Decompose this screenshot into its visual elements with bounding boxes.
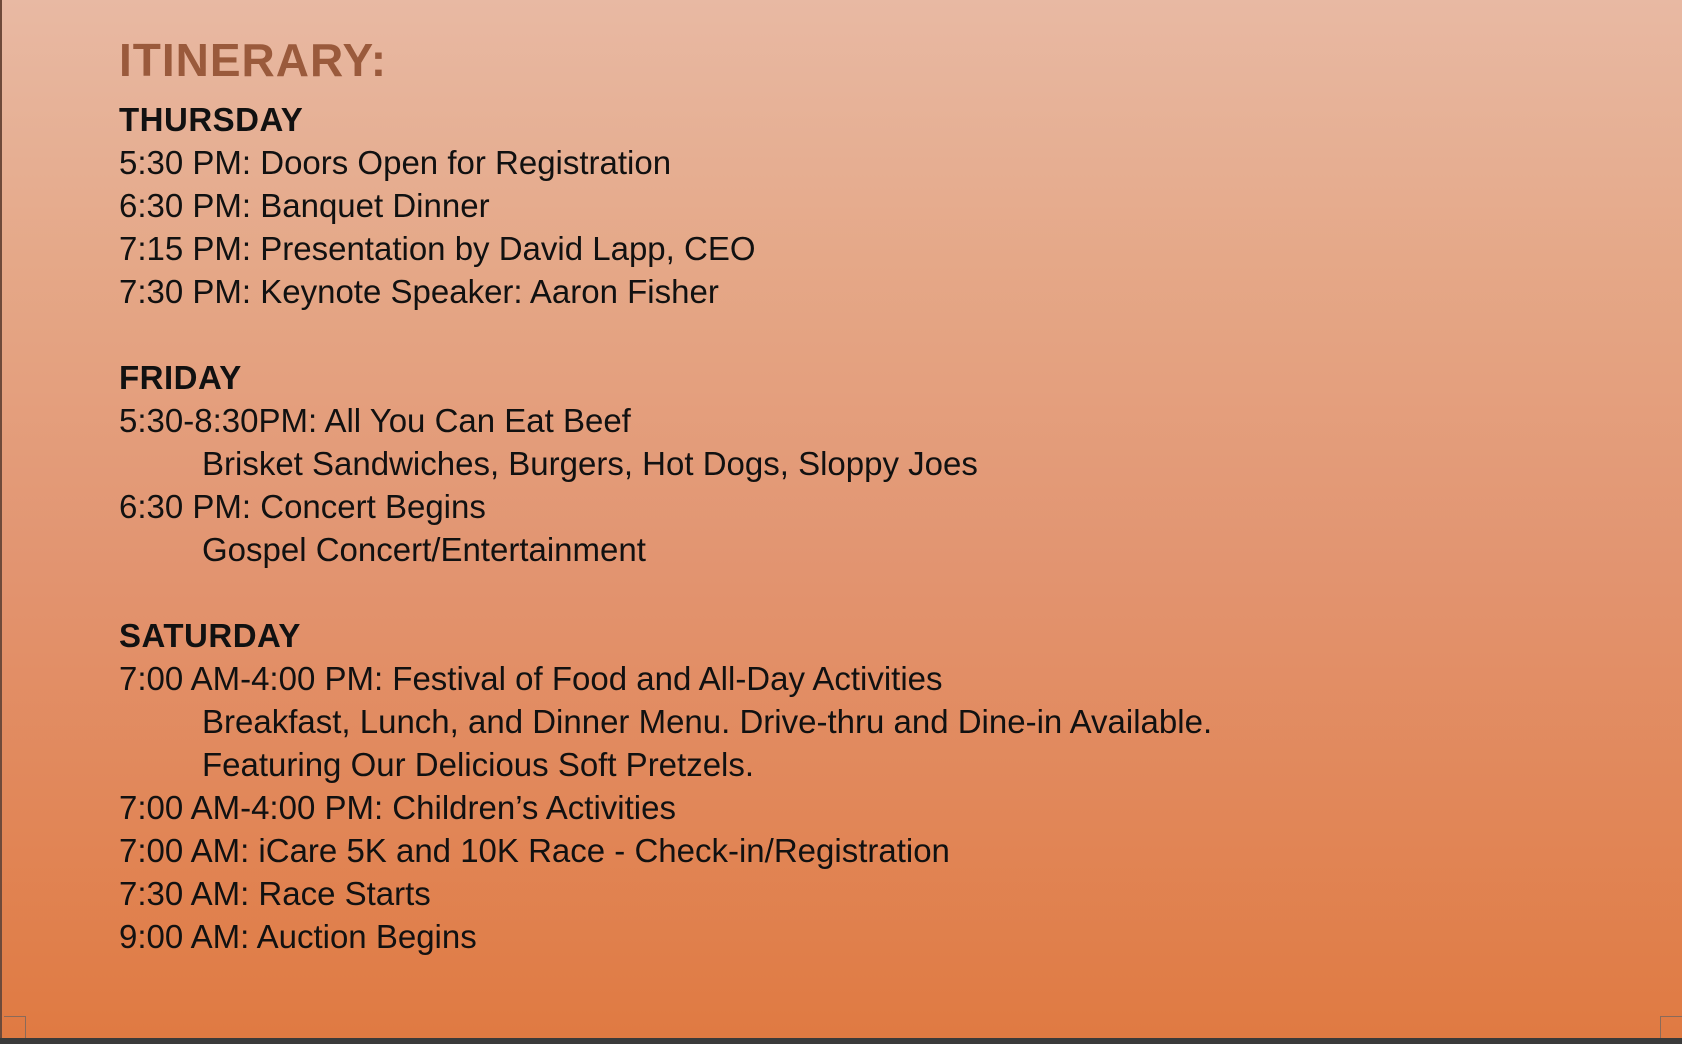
schedule-detail: Featuring Our Delicious Soft Pretzels. bbox=[202, 746, 755, 783]
day-section-saturday bbox=[119, 614, 1519, 958]
schedule-line: 7:00 AM-4:00 PM: Festival of Food and All-Day Activities bbox=[119, 660, 943, 697]
schedule-line: 6:30 PM: Banquet Dinner bbox=[119, 187, 490, 224]
schedule-line: 7:30 AM: Race Starts bbox=[119, 875, 431, 912]
schedule-detail: Breakfast, Lunch, and Dinner Menu. Drive-thru and Dine-in Available. bbox=[202, 703, 1213, 740]
schedule-line: 7:30 PM: Keynote Speaker: Aaron Fisher bbox=[119, 273, 719, 310]
schedule-line: 9:00 AM: Auction Begins bbox=[119, 918, 477, 955]
schedule-line: 7:00 AM: iCare 5K and 10K Race - Check-in/Registration bbox=[119, 832, 950, 869]
schedule-detail: Brisket Sandwiches, Burgers, Hot Dogs, Sloppy Joes bbox=[202, 445, 978, 482]
schedule-line: 7:15 PM: Presentation by David Lapp, CEO bbox=[119, 230, 756, 267]
day-section-friday bbox=[119, 356, 1519, 571]
schedule-line: 5:30-8:30PM: All You Can Eat Beef bbox=[119, 402, 631, 439]
day-heading: THURSDAY bbox=[119, 101, 304, 138]
schedule-line: 6:30 PM: Concert Begins bbox=[119, 488, 486, 525]
crop-mark-bottom-left bbox=[4, 1016, 26, 1038]
itinerary-content bbox=[119, 30, 1519, 1001]
schedule-line: 5:30 PM: Doors Open for Registration bbox=[119, 144, 672, 181]
day-section-thursday bbox=[119, 98, 1519, 313]
schedule-detail: Gospel Concert/Entertainment bbox=[202, 531, 646, 568]
day-heading: FRIDAY bbox=[119, 359, 242, 396]
page-bottom-edge bbox=[0, 1038, 1682, 1044]
schedule-line: 7:00 AM-4:00 PM: Children’s Activities bbox=[119, 789, 676, 826]
day-heading: SATURDAY bbox=[119, 617, 301, 654]
crop-mark-bottom-right bbox=[1660, 1016, 1682, 1038]
itinerary-title: ITINERARY: bbox=[119, 34, 388, 86]
